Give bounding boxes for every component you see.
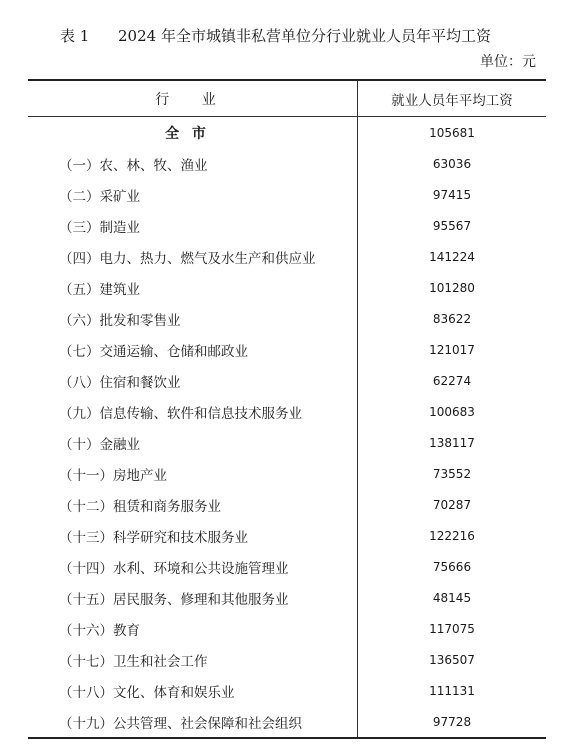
wage-value: 83622: [357, 303, 546, 334]
header-industry: 行 业: [155, 91, 230, 108]
industry-label: （九）信息传输、软件和信息技术服务业: [59, 405, 302, 422]
wage-value: 117075: [357, 613, 546, 644]
industry-label: （十四）水利、环境和公共设施管理业: [59, 560, 289, 577]
wage-value: 100683: [357, 396, 546, 427]
table-row: [28, 148, 546, 179]
wage-value: 70287: [357, 489, 546, 520]
industry-label: （八）住宿和餐饮业: [59, 374, 181, 391]
table-row: [28, 582, 546, 613]
header-average-wage: 就业人员年平均工资: [357, 81, 546, 116]
industry-label: （十五）居民服务、修理和其他服务业: [59, 591, 289, 608]
industry-label: （十六）教育: [59, 622, 140, 639]
industry-label: （二）采矿业: [59, 188, 140, 205]
table-name: 2024 年全市城镇非私营单位分行业就业人员年平均工资: [118, 27, 491, 45]
table-row: [28, 303, 546, 334]
wage-value: 111131: [357, 675, 546, 706]
table-number: 表 1: [60, 27, 90, 45]
wage-value: 73552: [357, 458, 546, 489]
table-header-row: [28, 81, 546, 117]
table-row-total: [28, 117, 546, 148]
total-label: 全 市: [165, 125, 210, 142]
industry-label: （十一）房地产业: [59, 467, 167, 484]
table-row: [28, 551, 546, 582]
table-row: [28, 210, 546, 241]
industry-label: （五）建筑业: [59, 281, 140, 298]
table-row: [28, 365, 546, 396]
wage-value: 95567: [357, 210, 546, 241]
industry-label: （十三）科学研究和技术服务业: [59, 529, 248, 546]
wage-value: 97728: [357, 706, 546, 737]
industry-label: （十）金融业: [59, 436, 140, 453]
industry-label: （十九）公共管理、社会保障和社会组织: [59, 715, 302, 732]
wage-value: 121017: [357, 334, 546, 365]
wage-value: 75666: [357, 551, 546, 582]
table-title: [0, 24, 568, 48]
table-row: [28, 706, 546, 737]
industry-label: （十二）租赁和商务服务业: [59, 498, 221, 515]
industry-label: （十八）文化、体育和娱乐业: [59, 684, 235, 701]
table-row: [28, 241, 546, 272]
industry-label: （六）批发和零售业: [59, 312, 181, 329]
wage-value: 138117: [357, 427, 546, 458]
wage-value: 48145: [357, 582, 546, 613]
wage-table: [28, 79, 546, 739]
industry-label: （三）制造业: [59, 219, 140, 236]
total-value: 105681: [357, 117, 546, 148]
table-row: [28, 675, 546, 706]
table-row: [28, 427, 546, 458]
wage-value: 62274: [357, 365, 546, 396]
unit-label: 单位：元: [480, 54, 536, 70]
wage-value: 97415: [357, 179, 546, 210]
table-row: [28, 396, 546, 427]
industry-label: （十七）卫生和社会工作: [59, 653, 208, 670]
table-row: [28, 644, 546, 675]
table-row: [28, 179, 546, 210]
wage-value: 141224: [357, 241, 546, 272]
wage-value: 122216: [357, 520, 546, 551]
table-row: [28, 520, 546, 551]
table-row: [28, 334, 546, 365]
wage-value: 136507: [357, 644, 546, 675]
table-row: [28, 272, 546, 303]
table-row: [28, 613, 546, 644]
wage-value: 101280: [357, 272, 546, 303]
table-row: [28, 489, 546, 520]
table-row: [28, 458, 546, 489]
industry-label: （四）电力、热力、燃气及水生产和供应业: [59, 250, 316, 267]
wage-value: 63036: [357, 148, 546, 179]
industry-label: （一）农、林、牧、渔业: [59, 157, 208, 174]
industry-label: （七）交通运输、仓储和邮政业: [59, 343, 248, 360]
